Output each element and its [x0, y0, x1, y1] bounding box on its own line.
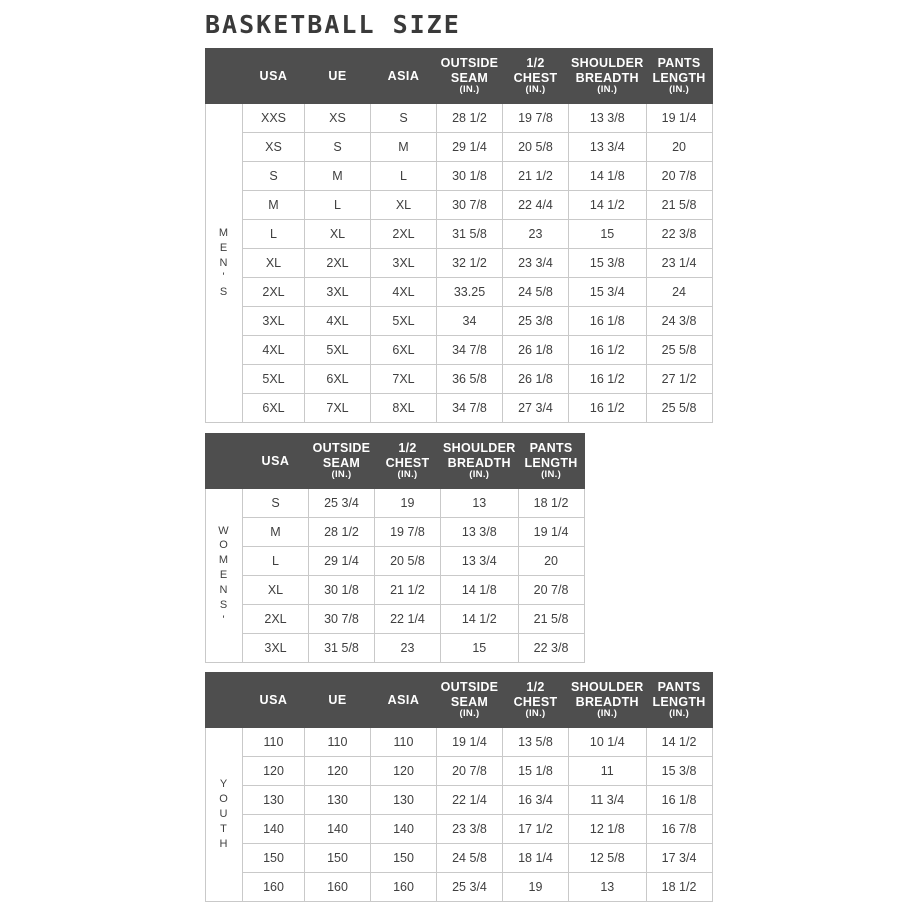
table-row — [206, 844, 713, 873]
table-cell: S — [243, 489, 309, 518]
table-cell: 16 1/8 — [646, 786, 712, 815]
table-cell: 12 5/8 — [569, 844, 647, 873]
table-row — [206, 104, 713, 133]
column-header-label: USA — [261, 453, 290, 468]
table-cell: 25 5/8 — [646, 394, 712, 423]
table-cell: 14 1/8 — [569, 162, 647, 191]
table-cell: 24 3/8 — [646, 307, 712, 336]
table-cell: XS — [305, 104, 371, 133]
table-cell: 18 1/2 — [518, 489, 584, 518]
table-cell: 3XL — [371, 249, 437, 278]
table-cell: 13 — [569, 873, 647, 902]
table-cell: 30 7/8 — [437, 191, 503, 220]
table-cell: 25 3/4 — [309, 489, 375, 518]
column-header-label: PANTS LENGTH — [524, 441, 578, 470]
table-row — [206, 605, 585, 634]
table-cell: 19 1/4 — [437, 728, 503, 757]
table-cell: 2XL — [243, 605, 309, 634]
table-cell: 120 — [243, 757, 305, 786]
table-cell: 13 — [441, 489, 519, 518]
table-cell: 120 — [305, 757, 371, 786]
column-header — [243, 673, 305, 728]
table-cell: 11 3/4 — [569, 786, 647, 815]
table-cell: 6XL — [371, 336, 437, 365]
table-cell: 23 3/8 — [437, 815, 503, 844]
column-header-label: 1/2 CHEST — [513, 680, 558, 709]
table-cell: 11 — [569, 757, 647, 786]
column-header-unit: (IN.) — [331, 468, 352, 480]
column-header — [569, 49, 647, 104]
table-cell: 27 3/4 — [503, 394, 569, 423]
column-header — [437, 673, 503, 728]
column-header — [243, 49, 305, 104]
table-cell: 4XL — [371, 278, 437, 307]
column-header-label: USA — [259, 692, 288, 707]
column-header — [243, 434, 309, 489]
row-group-label-text: M E N ' S — [218, 226, 230, 299]
row-group-label — [206, 728, 243, 902]
table-cell: L — [371, 162, 437, 191]
table-cell: 22 1/4 — [437, 786, 503, 815]
table-cell: 20 — [518, 547, 584, 576]
table-cell: 130 — [371, 786, 437, 815]
table-cell: 23 3/4 — [503, 249, 569, 278]
table-cell: 14 1/2 — [569, 191, 647, 220]
table-cell: 31 5/8 — [309, 634, 375, 663]
header-corner-cell — [206, 434, 243, 489]
table-cell: XL — [243, 576, 309, 605]
table-cell: 22 3/8 — [518, 634, 584, 663]
table-row — [206, 786, 713, 815]
table-cell: 4XL — [305, 307, 371, 336]
column-header-unit: (IN.) — [469, 468, 490, 480]
table-cell: 21 1/2 — [503, 162, 569, 191]
row-group-label-text: Y O U T H — [219, 778, 229, 850]
column-header — [371, 673, 437, 728]
table-cell: 110 — [243, 728, 305, 757]
column-header — [309, 434, 375, 489]
table-row — [206, 576, 585, 605]
table-cell: 140 — [371, 815, 437, 844]
column-header — [441, 434, 519, 489]
column-header — [646, 673, 712, 728]
table-row — [206, 394, 713, 423]
table-row — [206, 873, 713, 902]
table-header-row — [206, 49, 713, 104]
table-cell: 150 — [305, 844, 371, 873]
column-header-unit: (IN.) — [597, 83, 618, 95]
table-cell: 25 3/4 — [437, 873, 503, 902]
table-cell: 14 1/2 — [441, 605, 519, 634]
table-cell: 30 1/8 — [437, 162, 503, 191]
column-header-unit: (IN.) — [597, 707, 618, 719]
table-cell: 19 7/8 — [503, 104, 569, 133]
table-cell: 15 — [569, 220, 647, 249]
table-cell: 23 — [375, 634, 441, 663]
table-cell: 18 1/4 — [503, 844, 569, 873]
table-cell: 13 3/4 — [441, 547, 519, 576]
table-cell: 160 — [305, 873, 371, 902]
table-cell: M — [243, 191, 305, 220]
table-cell: 19 — [375, 489, 441, 518]
table-cell: 130 — [243, 786, 305, 815]
table-cell: 16 7/8 — [646, 815, 712, 844]
table-cell: 30 7/8 — [309, 605, 375, 634]
table-cell: L — [243, 220, 305, 249]
table-cell: 160 — [371, 873, 437, 902]
table-row — [206, 757, 713, 786]
table-cell: 22 4/4 — [503, 191, 569, 220]
table-cell: 160 — [243, 873, 305, 902]
column-header-label: OUTSIDE SEAM — [440, 680, 499, 709]
table-row — [206, 249, 713, 278]
row-group-label-text: W O M E N S ' — [218, 524, 230, 626]
table-cell: S — [371, 104, 437, 133]
table-cell: 110 — [371, 728, 437, 757]
table-cell: 22 1/4 — [375, 605, 441, 634]
table-cell: 5XL — [305, 336, 371, 365]
table-cell: 150 — [243, 844, 305, 873]
table-row — [206, 191, 713, 220]
table-cell: 3XL — [243, 307, 305, 336]
table-cell: 21 1/2 — [375, 576, 441, 605]
column-header — [305, 673, 371, 728]
table-cell: 19 — [503, 873, 569, 902]
table-cell: 19 1/4 — [518, 518, 584, 547]
table-cell: L — [243, 547, 309, 576]
table-cell: 28 1/2 — [437, 104, 503, 133]
column-header-unit: (IN.) — [525, 83, 546, 95]
table-cell: 24 5/8 — [437, 844, 503, 873]
table-cell: M — [243, 518, 309, 547]
table-header-row — [206, 673, 713, 728]
table-cell: 2XL — [243, 278, 305, 307]
table-cell: 130 — [305, 786, 371, 815]
column-header — [503, 49, 569, 104]
table-cell: 20 7/8 — [518, 576, 584, 605]
column-header-label: ASIA — [387, 68, 420, 83]
header-corner-cell — [206, 49, 243, 104]
table-cell: 22 3/8 — [646, 220, 712, 249]
table-cell: 5XL — [371, 307, 437, 336]
table-cell: 140 — [305, 815, 371, 844]
table-cell: 21 5/8 — [518, 605, 584, 634]
table-cell: 20 5/8 — [375, 547, 441, 576]
table-cell: 17 1/2 — [503, 815, 569, 844]
mens-size-table-block — [205, 48, 713, 423]
table-cell: 30 1/8 — [309, 576, 375, 605]
column-header — [305, 49, 371, 104]
table-row — [206, 307, 713, 336]
table-cell: S — [305, 133, 371, 162]
table-cell: 13 3/8 — [441, 518, 519, 547]
column-header-label: UE — [328, 68, 347, 83]
column-header-label: SHOULDER BREADTH — [571, 680, 644, 709]
womens-size-table — [205, 433, 585, 663]
table-cell: 2XL — [305, 249, 371, 278]
table-cell: XL — [371, 191, 437, 220]
table-cell: 26 1/8 — [503, 365, 569, 394]
table-cell: 25 3/8 — [503, 307, 569, 336]
column-header — [437, 49, 503, 104]
table-cell: 7XL — [371, 365, 437, 394]
table-cell: 24 — [646, 278, 712, 307]
table-cell: 20 5/8 — [503, 133, 569, 162]
table-cell: 16 1/2 — [569, 336, 647, 365]
table-cell: 15 3/8 — [646, 757, 712, 786]
header-corner-cell — [206, 673, 243, 728]
table-row — [206, 489, 585, 518]
table-row — [206, 634, 585, 663]
table-cell: 5XL — [243, 365, 305, 394]
table-cell: 14 1/8 — [441, 576, 519, 605]
table-header-row — [206, 434, 585, 489]
column-header — [375, 434, 441, 489]
table-cell: 34 — [437, 307, 503, 336]
table-cell: 13 3/8 — [569, 104, 647, 133]
table-row — [206, 336, 713, 365]
page-title: BASKETBALL SIZE — [205, 10, 461, 39]
column-header-label: OUTSIDE SEAM — [440, 56, 499, 85]
table-cell: 120 — [371, 757, 437, 786]
table-row — [206, 278, 713, 307]
table-cell: 32 1/2 — [437, 249, 503, 278]
table-row — [206, 728, 713, 757]
column-header — [371, 49, 437, 104]
table-row — [206, 815, 713, 844]
table-cell: S — [243, 162, 305, 191]
table-cell: 6XL — [305, 365, 371, 394]
column-header — [518, 434, 584, 489]
table-cell: 140 — [243, 815, 305, 844]
column-header-unit: (IN.) — [459, 707, 480, 719]
column-header-unit: (IN.) — [459, 83, 480, 95]
row-group-label — [206, 489, 243, 663]
table-cell: 25 5/8 — [646, 336, 712, 365]
column-header-unit: (IN.) — [397, 468, 418, 480]
table-cell: 6XL — [243, 394, 305, 423]
table-cell: 33.25 — [437, 278, 503, 307]
table-cell: 21 5/8 — [646, 191, 712, 220]
table-cell: 24 5/8 — [503, 278, 569, 307]
table-cell: 23 — [503, 220, 569, 249]
table-cell: 18 1/2 — [646, 873, 712, 902]
table-cell: 26 1/8 — [503, 336, 569, 365]
table-cell: 16 1/2 — [569, 365, 647, 394]
table-cell: 15 3/4 — [569, 278, 647, 307]
table-cell: 15 3/8 — [569, 249, 647, 278]
table-row — [206, 365, 713, 394]
table-cell: 4XL — [243, 336, 305, 365]
row-group-label — [206, 104, 243, 423]
table-cell: 7XL — [305, 394, 371, 423]
table-cell: XL — [243, 249, 305, 278]
column-header-unit: (IN.) — [541, 468, 562, 480]
table-cell: 31 5/8 — [437, 220, 503, 249]
table-cell: XS — [243, 133, 305, 162]
column-header-label: SHOULDER BREADTH — [571, 56, 644, 85]
table-cell: 29 1/4 — [437, 133, 503, 162]
column-header-label: UE — [328, 692, 347, 707]
table-cell: L — [305, 191, 371, 220]
table-cell: 3XL — [243, 634, 309, 663]
youth-size-table — [205, 672, 713, 902]
mens-size-table — [205, 48, 713, 423]
table-cell: 14 1/2 — [646, 728, 712, 757]
column-header — [646, 49, 712, 104]
table-cell: 28 1/2 — [309, 518, 375, 547]
column-header-label: ASIA — [387, 692, 420, 707]
table-cell: 12 1/8 — [569, 815, 647, 844]
table-row — [206, 133, 713, 162]
column-header-label: PANTS LENGTH — [652, 680, 706, 709]
table-cell: 15 — [441, 634, 519, 663]
table-cell: 15 1/8 — [503, 757, 569, 786]
table-cell: 19 7/8 — [375, 518, 441, 547]
table-cell: 36 5/8 — [437, 365, 503, 394]
table-cell: 150 — [371, 844, 437, 873]
table-cell: 13 3/4 — [569, 133, 647, 162]
youth-size-table-block — [205, 672, 713, 902]
table-cell: 2XL — [371, 220, 437, 249]
column-header-unit: (IN.) — [669, 83, 690, 95]
table-cell: 110 — [305, 728, 371, 757]
table-cell: 34 7/8 — [437, 394, 503, 423]
table-row — [206, 162, 713, 191]
table-cell: 23 1/4 — [646, 249, 712, 278]
table-cell: 17 3/4 — [646, 844, 712, 873]
table-row — [206, 518, 585, 547]
column-header-label: PANTS LENGTH — [652, 56, 706, 85]
column-header-unit: (IN.) — [525, 707, 546, 719]
table-cell: 13 5/8 — [503, 728, 569, 757]
table-cell: 16 3/4 — [503, 786, 569, 815]
table-cell: 34 7/8 — [437, 336, 503, 365]
table-cell: 27 1/2 — [646, 365, 712, 394]
table-cell: XXS — [243, 104, 305, 133]
column-header-unit: (IN.) — [669, 707, 690, 719]
table-row — [206, 220, 713, 249]
table-row — [206, 547, 585, 576]
column-header — [503, 673, 569, 728]
table-cell: 19 1/4 — [646, 104, 712, 133]
table-cell: 20 7/8 — [437, 757, 503, 786]
table-cell: 16 1/8 — [569, 307, 647, 336]
column-header-label: USA — [259, 68, 288, 83]
table-cell: 8XL — [371, 394, 437, 423]
table-cell: 16 1/2 — [569, 394, 647, 423]
table-cell: M — [371, 133, 437, 162]
table-cell: 20 — [646, 133, 712, 162]
column-header-label: SHOULDER BREADTH — [443, 441, 516, 470]
table-cell: 20 7/8 — [646, 162, 712, 191]
column-header-label: 1/2 CHEST — [513, 56, 558, 85]
table-cell: 29 1/4 — [309, 547, 375, 576]
table-cell: XL — [305, 220, 371, 249]
column-header-label: OUTSIDE SEAM — [312, 441, 371, 470]
table-cell: 10 1/4 — [569, 728, 647, 757]
table-cell: M — [305, 162, 371, 191]
table-cell: 3XL — [305, 278, 371, 307]
column-header-label: 1/2 CHEST — [385, 441, 430, 470]
womens-size-table-block — [205, 433, 585, 663]
column-header — [569, 673, 647, 728]
